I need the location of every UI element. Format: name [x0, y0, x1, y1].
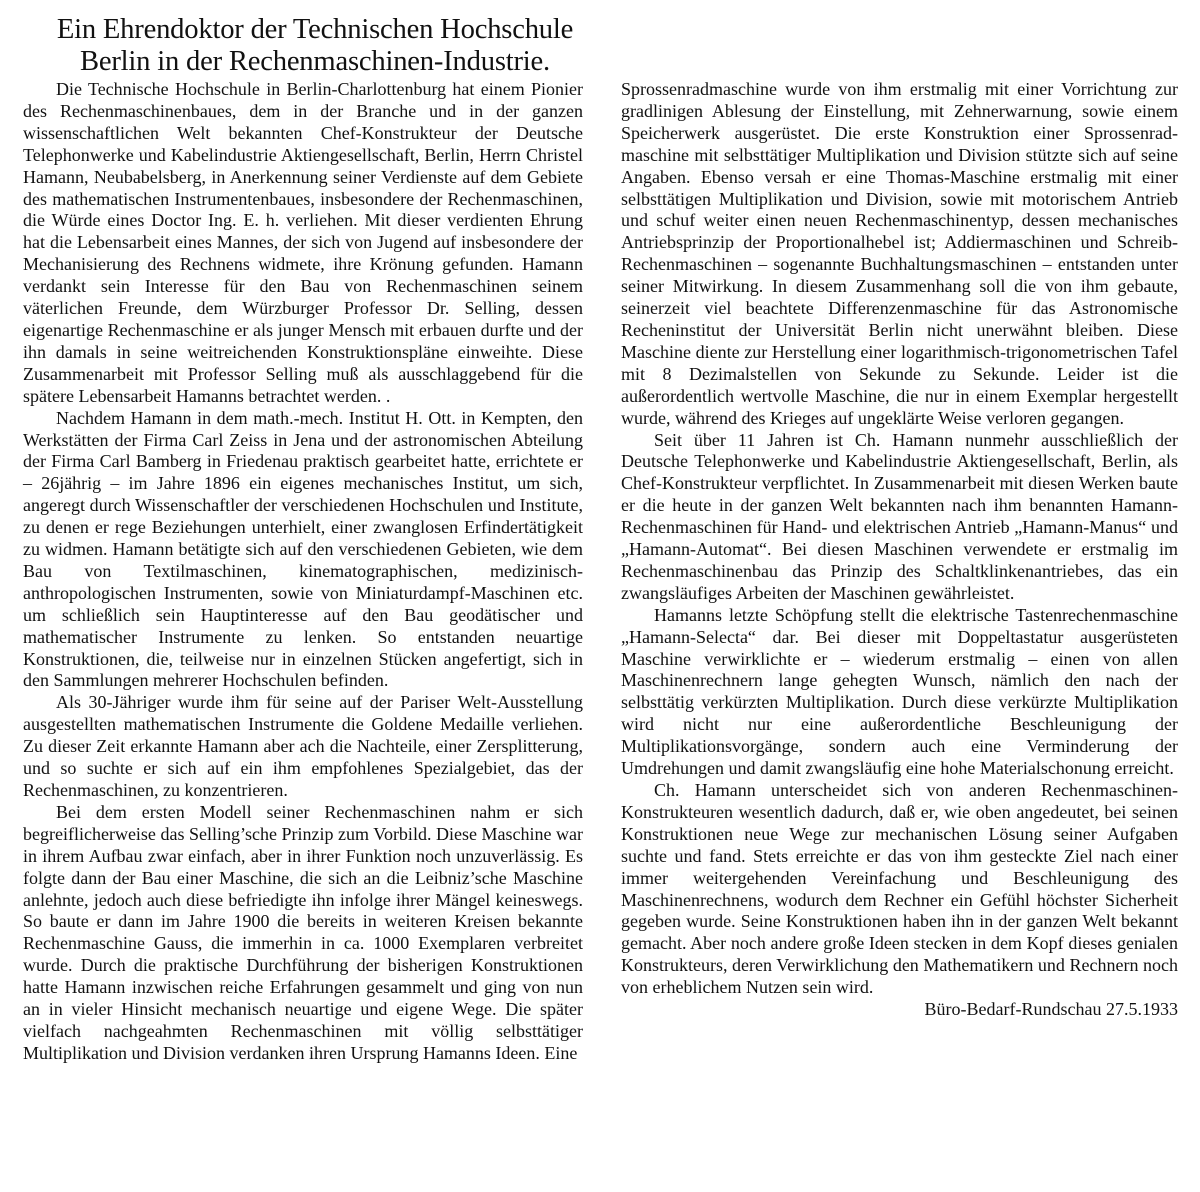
paragraph-continued: Sprossenradmaschine wurde von ihm erstmalig mit einer Vorrichtung zur gradlinigen Ablesung der Einstellung, mit Zehnerwarnung, sowie einem Speicherwerk ausgerüstet. Die erste Konstruktion einer Sprossenradmaschine mit selbsttätiger Multiplikation und Division stützte sich auf seine Angaben. Ebenso versah er eine Thomas-Maschine erstmalig mit einer selbsttätigen Multiplikation und Division, sowie mit motorischem Antrieb und schuf weiter einen neuen Rechenmaschinentyp, dessen mechanisches Antriebsprinzip der Proportionalhebel ist; Addiermaschinen und Schreib-Rechenmaschinen – sogenannte Buchhaltungsmaschinen – entstanden unter seiner Mitwirkung. In diesem Zusammenhang soll die von ihm gebaute, seinerzeit viel beachtete Differenzenmaschine für das Astronomische Recheninstitut der Universität Berlin nicht unerwähnt bleiben. Diese Maschine diente zur Herstellung einer logarithmisch-trigonometrischen Tafel mit 8 Dezimalstellen von Sekunde zu Sekunde. Leider ist die außerordentlich wertvolle Maschine, die nur in einem Exemplar hergestellt wurde, während des Krieges auf ungeklärte Weise verloren gegangen. [621, 79, 1178, 428]
paragraph: Hamanns letzte Schöpfung stellt die elektrische Tastenrechenmaschine „Hamann-Selecta“ dar. Bei dieser mit Doppeltastatur ausgerüsteten Maschine verwirklichte er – wiederum erstmalig – einen von allen Maschinenrechnern lange gehegten Wunsch, nämlich den nach der selbsttätig verkürzten Multiplikation. Durch diese verkürzte Multiplikation wird nicht nur eine außerordentliche Beschleunigung der Multiplikationsvorgänge, sondern auch eine Verminderung der Umdrehungen und damit zwangsläufig eine hohe Materialschonung erreicht. [621, 604, 1178, 779]
source-citation: Büro-Bedarf-Rundschau 27.5.1933 [924, 999, 1178, 1020]
paragraph: Die Technische Hochschule in Berlin-Charlottenburg hat einem Pionier des Rechenmaschinenbaues, dem in der Branche und in der ganzen wissenschaftlichen Welt bekannten Chef-Konstrukteur der Deutsche Telephonwerke und Kabelindustrie Aktiengesellschaft, Berlin, Herrn Christel Hamann, Neubabelsberg, in Anerkennung seiner Verdienste auf dem Gebiete des mathematischen Instrumentenbaues, insbesondere der Rechenmaschinen, die Würde eines Doctor Ing. E. h. verliehen. Mit dieser verdienten Ehrung hat die Lebensarbeit eines Mannes, der sich von Jugend auf insbesondere der Mechanisierung des Rechnens widmete, ihre Krönung gefunden. Hamann verdankt sein Interesse für den Bau von Rechenmaschinen seinem väterlichen Freunde, dem Würzburger Professor Dr. Selling, dessen eigenartige Rechenmaschine er als junger Mensch mit erbauen durfte und der ihn damals in seine weitreichenden Konstruktionspläne einweihte. Diese Zusammenarbeit mit Professor Selling muß als ausschlaggebend für die spätere Lebensarbeit Hamanns betrachtet werden. . [23, 79, 583, 406]
article-title-line-1: Ein Ehrendoktor der Technischen Hochschule [56, 14, 574, 45]
paragraph: Seit über 11 Jahren ist Ch. Hamann nunmehr ausschließlich der Deutsche Telephonwerke und Kabelindustrie Aktiengesellschaft, Berlin, als Chef-Konstrukteur verpflichtet. In Zusammenarbeit mit diesen Werken baute er die heute in der ganzen Welt bekannten nach ihm benannten Hamann-Rechenmaschinen für Hand- und elektrischen Antrieb „Hamann-Manus“ und „Hamann-Automat“. Bei diesen Maschinen verwendete er erstmalig im Rechenmaschinenbau das Prinzip des Schaltklinkenantriebes, das ein zwangsläufiges Arbeiten der Maschinen gewährleistet. [621, 429, 1178, 603]
paragraph: Bei dem ersten Modell seiner Rechenmaschinen nahm er sich begreiflicherweise das Selling’sche Prinzip zum Vorbild. Diese Maschine war in ihrem Aufbau zwar einfach, aber in ihrer Funktion noch unzuverlässig. Es folgte dann der Bau einer Maschine, die sich an die Leibniz’sche Maschine anlehnte, jedoch auch diese befriedigte ihn infolge ihrer Mängel keineswegs. So baute er dann im Jahre 1900 die bereits in weiteren Kreisen bekannte Rechenmaschine Gauss, die immerhin in ca. 1000 Exemplaren verbreitet wurde. Durch die praktische Durchführung der bisherigen Konstruktionen hatte Hamann inzwischen reiche Erfahrungen gesammelt und ging von nun an in vieler Hinsicht mechanisch neuartige und eigene Wege. Die später vielfach nachgeahmten Rechenmaschinen mit völlig selbsttätiger Multiplikation und Division verdanken ihren Ursprung Hamanns Ideen. Eine [23, 801, 583, 1063]
paragraph: Als 30-Jähriger wurde ihm für seine auf der Pariser Welt-Ausstellung ausgestellten mathematischen Instrumente die Goldene Medaille verliehen. Zu dieser Zeit erkannte Hamann aber ach die Nachteile, einer Zersplitterung, und so suchte er sich auf ein ihm empfohlenes Spezialgebiet, das der Rechenmaschinen, zu konzentrieren. [23, 692, 583, 800]
right-column [621, 79, 1178, 1021]
article-title [20, 14, 610, 78]
paragraph: Nachdem Hamann in dem math.-mech. Institut H. Ott. in Kempten, den Werkstätten der Firma Carl Zeiss in Jena und der astronomischen Abteilung der Firma Carl Bamberg in Friedenau praktisch gearbeitet hatte, errichtete er – 26jährig – im Jahre 1896 ein eigenes mechanisches Institut, um sich, angeregt durch Wissenschaftler der verschiedenen Hochschulen und Institute, zu denen er rege Beziehungen unterhielt, einer zwanglosen Erfindertätigkeit zu widmen. Hamann betätigte sich auf den verschiedenen Gebieten, wie dem Bau von Textilmaschinen, kinematographischen, medizinisch-anthropologischen Instrumenten, sowie von Miniaturdampf-Maschinen etc. um schließlich sein Hauptinteresse auf den Bau geodätischer und mathematischer Instrumente zu lenken. So entstanden neuartige Konstruktionen, die, teilweise nur in einzelnen Stücken angefertigt, sich in den Sammlungen mehrerer Hochschulen befinden. [23, 407, 583, 691]
article-title-line-2: Berlin in der Rechenmaschinen-Industrie. [80, 46, 550, 77]
left-column [23, 79, 583, 1065]
paragraph: Ch. Hamann unterscheidet sich von anderen Rechenmaschinen-Konstrukteuren wesentlich dadurch, daß er, wie oben angedeutet, bei seinen Konstruktionen neue Wege zur mechanischen Lösung seiner Aufgaben suchte und fand. Stets erreichte er das von ihm gesteckte Ziel nach einer immer weitergehenden Vereinfachung und Beschleunigung des Maschinenrechnens, wodurch dem Rechner ein Gefühl höchster Sicherheit gegeben wurde. Seine Konstruktionen haben ihn in der ganzen Welt bekannt gemacht. Aber noch andere große Ideen stecken in dem Kopf dieses genialen Konstrukteurs, deren Verwirklichung den Mathematikern und Rechnern noch von erheblichem Nutzen sein wird. [621, 780, 1178, 998]
